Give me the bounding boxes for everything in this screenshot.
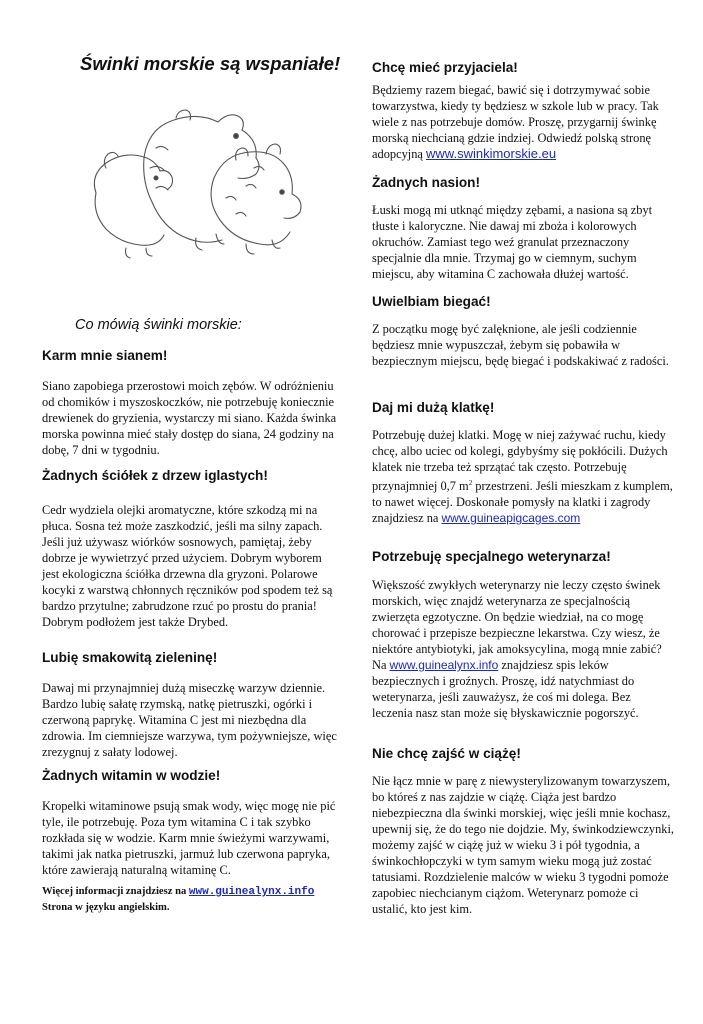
heading-pregnancy: Nie chcę zajść w ciążę! — [372, 746, 521, 761]
heading-hay: Karm mnie sianem! — [42, 348, 168, 363]
footer-link[interactable]: www.guinealynx.info — [188, 886, 315, 898]
cage-text-b: przestrzeni. Jeśli mieszkam z kumplem, to nawet więcej. Doskonałe pomysły na klatki i zagrody znajdziesz na — [372, 479, 673, 526]
heading-greens: Lubię smakowitą zieleninę! — [42, 650, 218, 665]
cage-text-a: Potrzebuję dużej klatki. Mogę w niej zażywać ruchu, kiedy chcę, albo uciec od kolegi, gdybyśmy się pokłócili. Dużych klatek nie trzeba też sprzątać tak często. Potrzebuję przynajmniej 0,7 m — [372, 428, 668, 494]
heading-friend: Chcę mieć przyjaciela! — [372, 60, 518, 75]
paragraph-greens: Dawaj mi przynajmniej dużą miseczkę warzyw dziennie. Bardzo lubię sałatę rzymską, natkę pietruszki, ogórki i czerwoną paprykę. Witamina C jest mi niezbędna dla zdrowia. Im ciemniejsze warzywa, tym pożywniejsze, więc zrezygnuj z sałaty lodowej. — [42, 681, 337, 759]
guinealynx-link[interactable]: www.guinealynx.info — [389, 658, 499, 672]
paragraph-cage — [372, 427, 674, 526]
paragraph-hay: Siano zapobiega przerostowi moich zębów. W odróżnieniu od chomików i myszoskoczków, nie potrzebuję koniecznie drewienek do gryzienia, wystarczy mi siano. Każda świnka morska powinna mieć stały dostęp do siana, 24 godziny na dobę, 7 dni w tygodniu. — [42, 379, 337, 457]
paragraph-running: Z początku mogę być zalęknione, ale jeśli codziennie będziesz mnie wypuszczał, żebym się pobawiła w bezpiecznym miejscu, będę biegać i podskakiwać z radości. — [372, 322, 669, 368]
heading-vet: Potrzebuję specjalnego weterynarza! — [372, 549, 611, 564]
paragraph-friend — [372, 82, 674, 162]
vet-text-a: Większość zwykłych weterynarzy nie leczy często świnek morskich, więc znajdź weterynarza ze specjalnością zwierzęta egzotyczne. On będzie wiedział, na co mogę chorować i przepisze bezpieczne lekarstwa. Czy wiesz, że niektóre antybiotyki, jak amoksycylina, mogą mnie zabić? Na — [372, 578, 662, 672]
subtitle: Co mówią świnki morskie: — [75, 317, 242, 333]
paragraph-bedding: Cedr wydziela olejki aromatyczne, które szkodzą mi na płuca. Sosna też może zaszkodzić, jeśli ma silny zapach. Jeśli już używasz wiórków sosnowych, pamiętaj, żeby dobrze je wywietrzyć przed użyciem. Dobrym wyborem jest ekologiczna ściółka drzewna dla gryzoni. Polarowe kocyki z warstwą chłonnych ręczników pod spodem też są bardzo przytulne; zabrudzone rzuć po prostu do prania! Dobrym podłożem jest także Drybed. — [42, 503, 333, 629]
friend-text: Będziemy razem biegać, bawić się i dotrzymywać sobie towarzystwa, kiedy ty będziesz w szkole lub w pracy. Tak wiele z nas potrzebuje domów. Proszę, przygarnij świnkę morską niechcianą gdzie indziej. Odwiedź polską stronę adopcyjną — [372, 83, 659, 161]
footer-english-note: Strona w języku angielskim. — [42, 902, 170, 913]
vet-text-b: znajdziesz spis leków bezpiecznych i groźnych. Proszę, idź natychmiast do weterynarza, jeśli zauważysz, że coś mi dolega. Bez leczenia nasz stan może się błyskawicznie pogorszyć. — [372, 658, 639, 720]
paragraph-vet — [372, 577, 674, 721]
paragraph-pregnancy: Nie łącz mnie w parę z niewysterylizowanym towarzyszem, bo któreś z nas zajdzie w ciążę. Ciąża jest bardzo niebezpieczna dla świnki morskiej, więc jeśli mnie kochasz, upewnij się, że do tego nie dojdzie. My, świnkodziewczynki, możemy zajść w ciążę już w wieku 3 i pół tygodnia, a świnkochłopczyki w tym samym wieku mogą już zostać tatusiami. Rozdzielenie malców w wieku 3 tygodni pomoże zapobiec niechcianym ciążom. Weterynarz pomoże ci ustalić, kto jest kim. — [372, 774, 675, 916]
footer-prefix: Więcej informacji znajdziesz na — [42, 886, 189, 897]
heading-running: Uwielbiam biegać! — [372, 294, 491, 309]
page-title: Świnki morskie są wspaniałe! — [80, 53, 341, 74]
footer-more-info — [42, 884, 314, 900]
paragraph-seeds: Łuski mogą mi utknąć między zębami, a nasiona są zbyt tłuste i kaloryczne. Nie dawaj mi zboża i kolorowych okruchów. Zamiast tego weź granulat przeznaczony specjalnie dla mnie. Trzymaj go w ciemnym, suchym miejscu, aby witamina C zachowała dłużej wartość. — [372, 203, 653, 281]
heading-vitamins: Żadnych witamin w wodzie! — [42, 768, 221, 783]
heading-cage: Daj mi dużą klatkę! — [372, 400, 495, 415]
swinkimorskie-link[interactable]: www.swinkimorskie.eu — [426, 146, 557, 161]
cage-sup: 2 — [468, 479, 473, 487]
guineapigcages-link[interactable]: www.guineapigcages.com — [441, 511, 581, 526]
guinea-pigs-illustration — [86, 98, 304, 268]
heading-seeds: Żadnych nasion! — [372, 175, 481, 190]
heading-bedding: Żadnych ściółek z drzew iglastych! — [42, 468, 268, 483]
paragraph-vitamins: Kropelki witaminowe psują smak wody, więc mogę nie pić tyle, ile potrzebuję. Poza tym witamina C i tak szybko rozkłada się w wodzie. Karm mnie świeżymi warzywami, takimi jak natka pietruszki, jarmuż lub czerwona papryka, które zawierają naturalną witaminę C. — [42, 799, 336, 877]
